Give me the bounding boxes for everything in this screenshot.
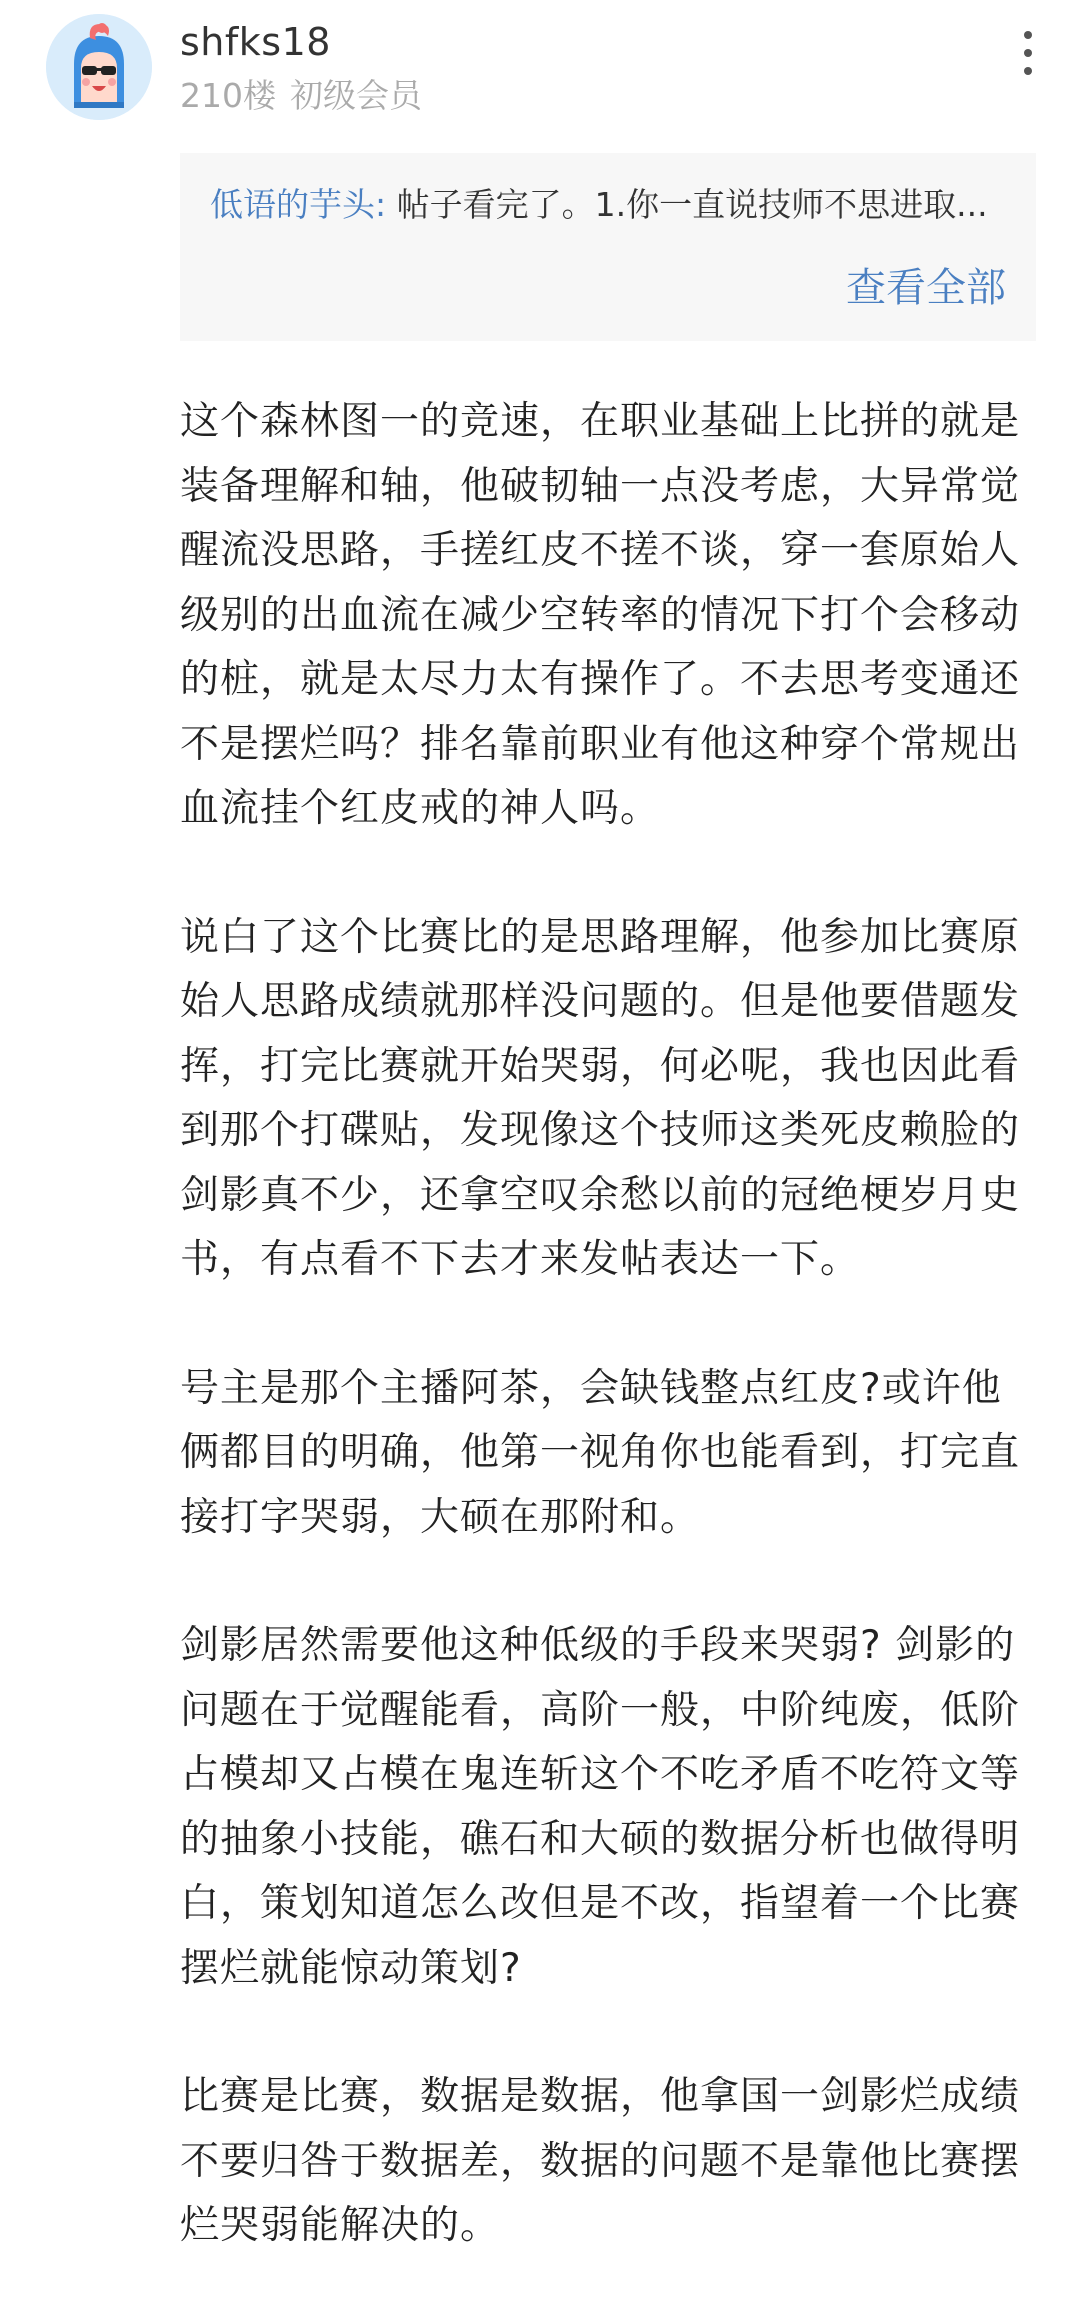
quote-line	[210, 183, 1010, 227]
member-level: 初级会员	[290, 76, 422, 115]
more-vertical-icon	[1024, 31, 1032, 39]
more-options-button[interactable]	[998, 20, 1058, 86]
more-vertical-icon	[1024, 67, 1032, 75]
more-vertical-icon	[1024, 49, 1032, 57]
post-paragraph: 这个森林图一的竞速，在职业基础上比拼的就是装备理解和轴，他破韧轴一点没考虑，大异常觉醒流没思路，手搓红皮不搓不谈，穿一套原始人级别的出血流在减少空转率的情况下打个会移动的桩，就是太尽力太有操作了。不去思考变通还不是摆烂吗？排名靠前职业有他这种穿个常规出血流挂个红皮戒的神人吗。	[180, 399, 1021, 831]
username[interactable]: shfks18	[180, 20, 331, 64]
quote-author[interactable]: 低语的芋头:	[210, 185, 387, 224]
post-content	[180, 390, 1040, 2323]
floor-number: 210楼	[180, 76, 276, 115]
cartoon-avatar-icon	[46, 14, 152, 120]
post-paragraph: 说白了这个比赛比的是思路理解，他参加比赛原始人思路成绩就那样没问题的。但是他要借题发挥，打完比赛就开始哭弱，何必呢，我也因此看到那个打碟贴，发现像这个技师这类死皮赖脸的剑影真不少，还拿空叹余愁以前的冠绝梗岁月史书，有点看不下去才来发帖表达一下。	[180, 914, 1021, 1282]
view-all-button[interactable]: 查看全部	[846, 265, 1006, 311]
avatar[interactable]	[46, 14, 152, 120]
post-paragraph: 号主是那个主播阿茶，会缺钱整点红皮?或许他俩都目的明确，他第一视角你也能看到，打完直接打字哭弱，大硕在那附和。	[180, 1365, 1021, 1540]
quote-text: 帖子看完了。1.你一直说技师不思进取...	[396, 185, 988, 224]
post-meta	[180, 74, 422, 118]
post-paragraph: 比赛是比赛，数据是数据，他拿国一剑影烂成绩不要归咎于数据差，数据的问题不是靠他比赛摆烂哭弱能解决的。	[180, 2074, 1021, 2248]
quoted-reply[interactable]	[180, 153, 1036, 341]
post-paragraph: 剑影居然需要他这种低级的手段来哭弱? 剑影的问题在于觉醒能看，高阶一般，中阶纯废，低阶占模却又占模在鬼连斩这个不吃矛盾不吃符文等的抽象小技能，礁石和大硕的数据分析也做得明白，策划知道怎么改但是不改，指望着一个比赛摆烂就能惊动策划?	[180, 1623, 1021, 1991]
